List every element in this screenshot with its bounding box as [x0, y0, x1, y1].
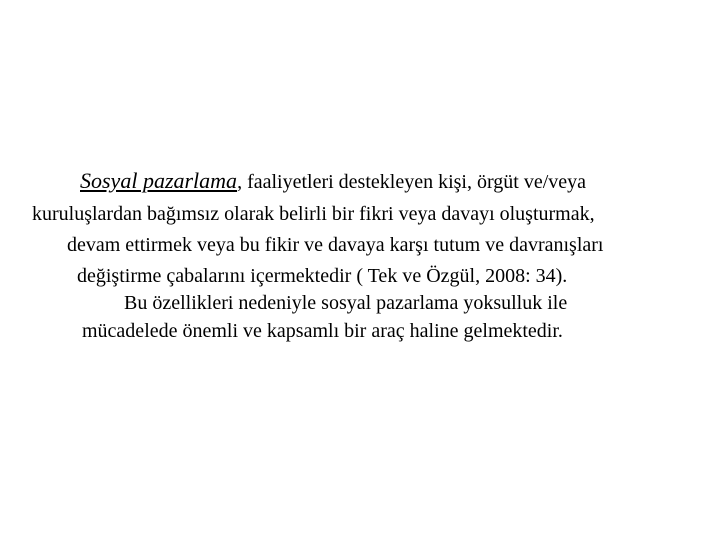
- paragraph-1-line-1-text: , faaliyetleri destekleyen kişi, örgüt ve/veya: [237, 171, 587, 193]
- paragraph-1-line-2: kuruluşlardan bağımsız olarak belirli bir fikri veya davayı oluşturmak,: [32, 203, 595, 225]
- paragraph-2-line-2: mücadelede önemli ve kapsamlı bir araç haline gelmektedir.: [82, 320, 563, 342]
- paragraph-1-line-4: değiştirme çabalarını içermektedir ( Tek ve Özgül, 2008: 34).: [77, 265, 568, 287]
- paragraph-1-line-3: devam ettirmek veya bu fikir ve davaya karşı tutum ve davranışları: [67, 234, 604, 256]
- paragraph-1-line-1: [80, 168, 586, 195]
- paragraph-2-line-1: Bu özellikleri nedeniyle sosyal pazarlama yoksulluk ile: [124, 292, 568, 314]
- defined-term: Sosyal pazarlama: [80, 168, 238, 193]
